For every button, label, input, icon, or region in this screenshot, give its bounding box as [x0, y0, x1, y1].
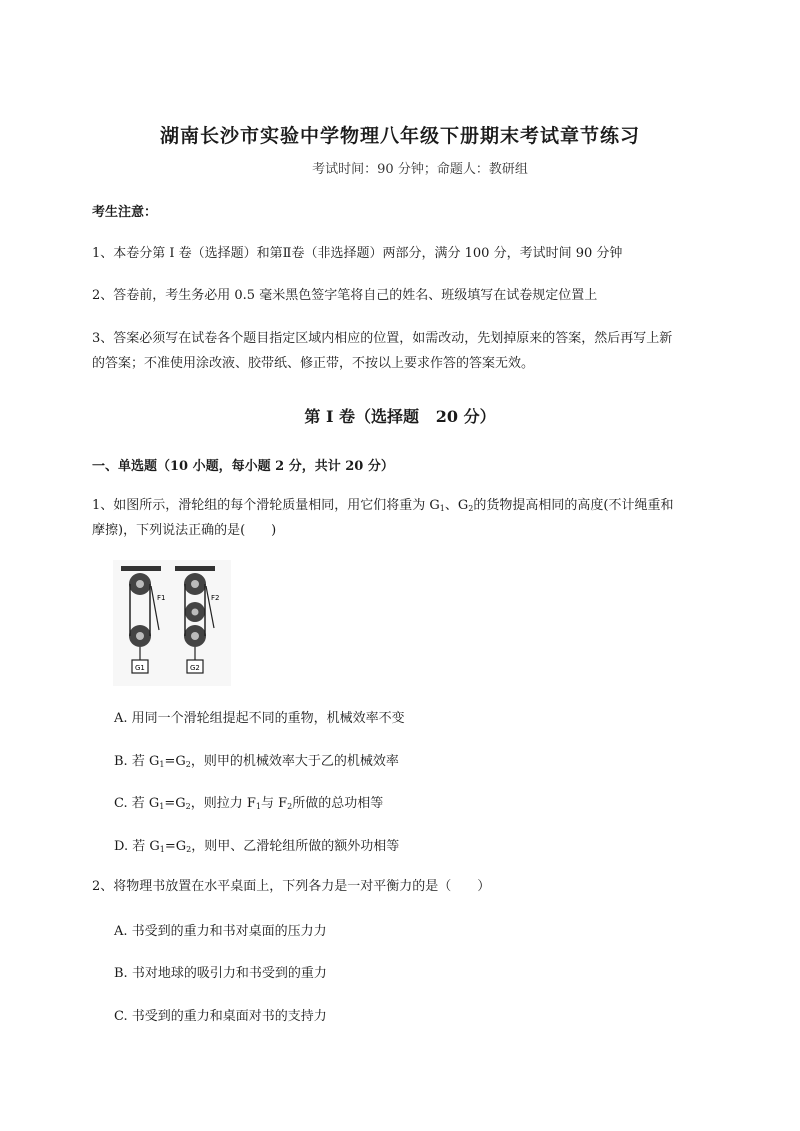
- q2-option-a: A. 书受到的重力和书对桌面的压力力: [114, 924, 327, 939]
- question-1-stem: 1、如图所示，滑轮组的每个滑轮质量相同，用它们将重为 $G_1$、$G_2$的货物提高相同的高度(不计绳重和: [92, 498, 674, 513]
- label-g1: G1: [135, 664, 145, 672]
- pulley-figure: [113, 560, 231, 686]
- notice-item-3-cont: 的答案；不准使用涂改液、胶带纸、修正带，不按以上要求作答的答案无效。: [92, 356, 535, 371]
- question-1-stem-cont: 摩擦)，下列说法正确的是( ): [92, 523, 277, 538]
- q1-option-b: B. 若 $G_1=G_2$，则甲的机械效率大于乙的机械效率: [114, 754, 399, 769]
- notice-item-2: 2、答卷前，考生务必用 0.5 毫米黑色签字笔将自己的姓名、班级填写在试卷规定位置上: [92, 288, 598, 303]
- section-title: 第 I 卷（选择题 20 分）: [304, 407, 496, 426]
- q1-option-d: D. 若 $G_1=G_2$，则甲、乙滑轮组所做的额外功相等: [114, 839, 400, 854]
- notice-item-3: 3、答案必须写在试卷各个题目指定区域内相应的位置，如需改动，先划掉原来的答案，然后再写上新: [92, 331, 673, 346]
- notice-heading: 考生注意：: [92, 205, 158, 220]
- q2-option-c: C. 书受到的重力和桌面对书的支持力: [114, 1009, 327, 1024]
- notice-item-1: 1、本卷分第 I 卷（选择题）和第Ⅱ卷（非选择题）两部分，满分 100 分，考试时间 90 分钟: [92, 246, 623, 261]
- exam-info: 考试时间：90 分钟；命题人：教研组: [312, 162, 528, 177]
- q2-option-b: B. 书对地球的吸引力和书受到的重力: [114, 966, 327, 981]
- q1-option-a: A. 用同一个滑轮组提起不同的重物，机械效率不变: [114, 711, 405, 726]
- label-f1: F1: [157, 594, 166, 602]
- page-title: 湖南长沙市实验中学物理八年级下册期末考试章节练习: [159, 125, 640, 147]
- part-heading: 一、单选题（10 小题，每小题 2 分，共计 20 分）: [92, 459, 394, 474]
- question-2-stem: 2、将物理书放置在水平桌面上，下列各力是一对平衡力的是（ ）: [92, 879, 491, 894]
- label-f2: F2: [211, 594, 220, 602]
- label-g2: G2: [190, 664, 200, 672]
- q1-option-c: C. 若 $G_1=G_2$，则拉力 $F_1$与 $F_2$所做的总功相等: [114, 796, 384, 811]
